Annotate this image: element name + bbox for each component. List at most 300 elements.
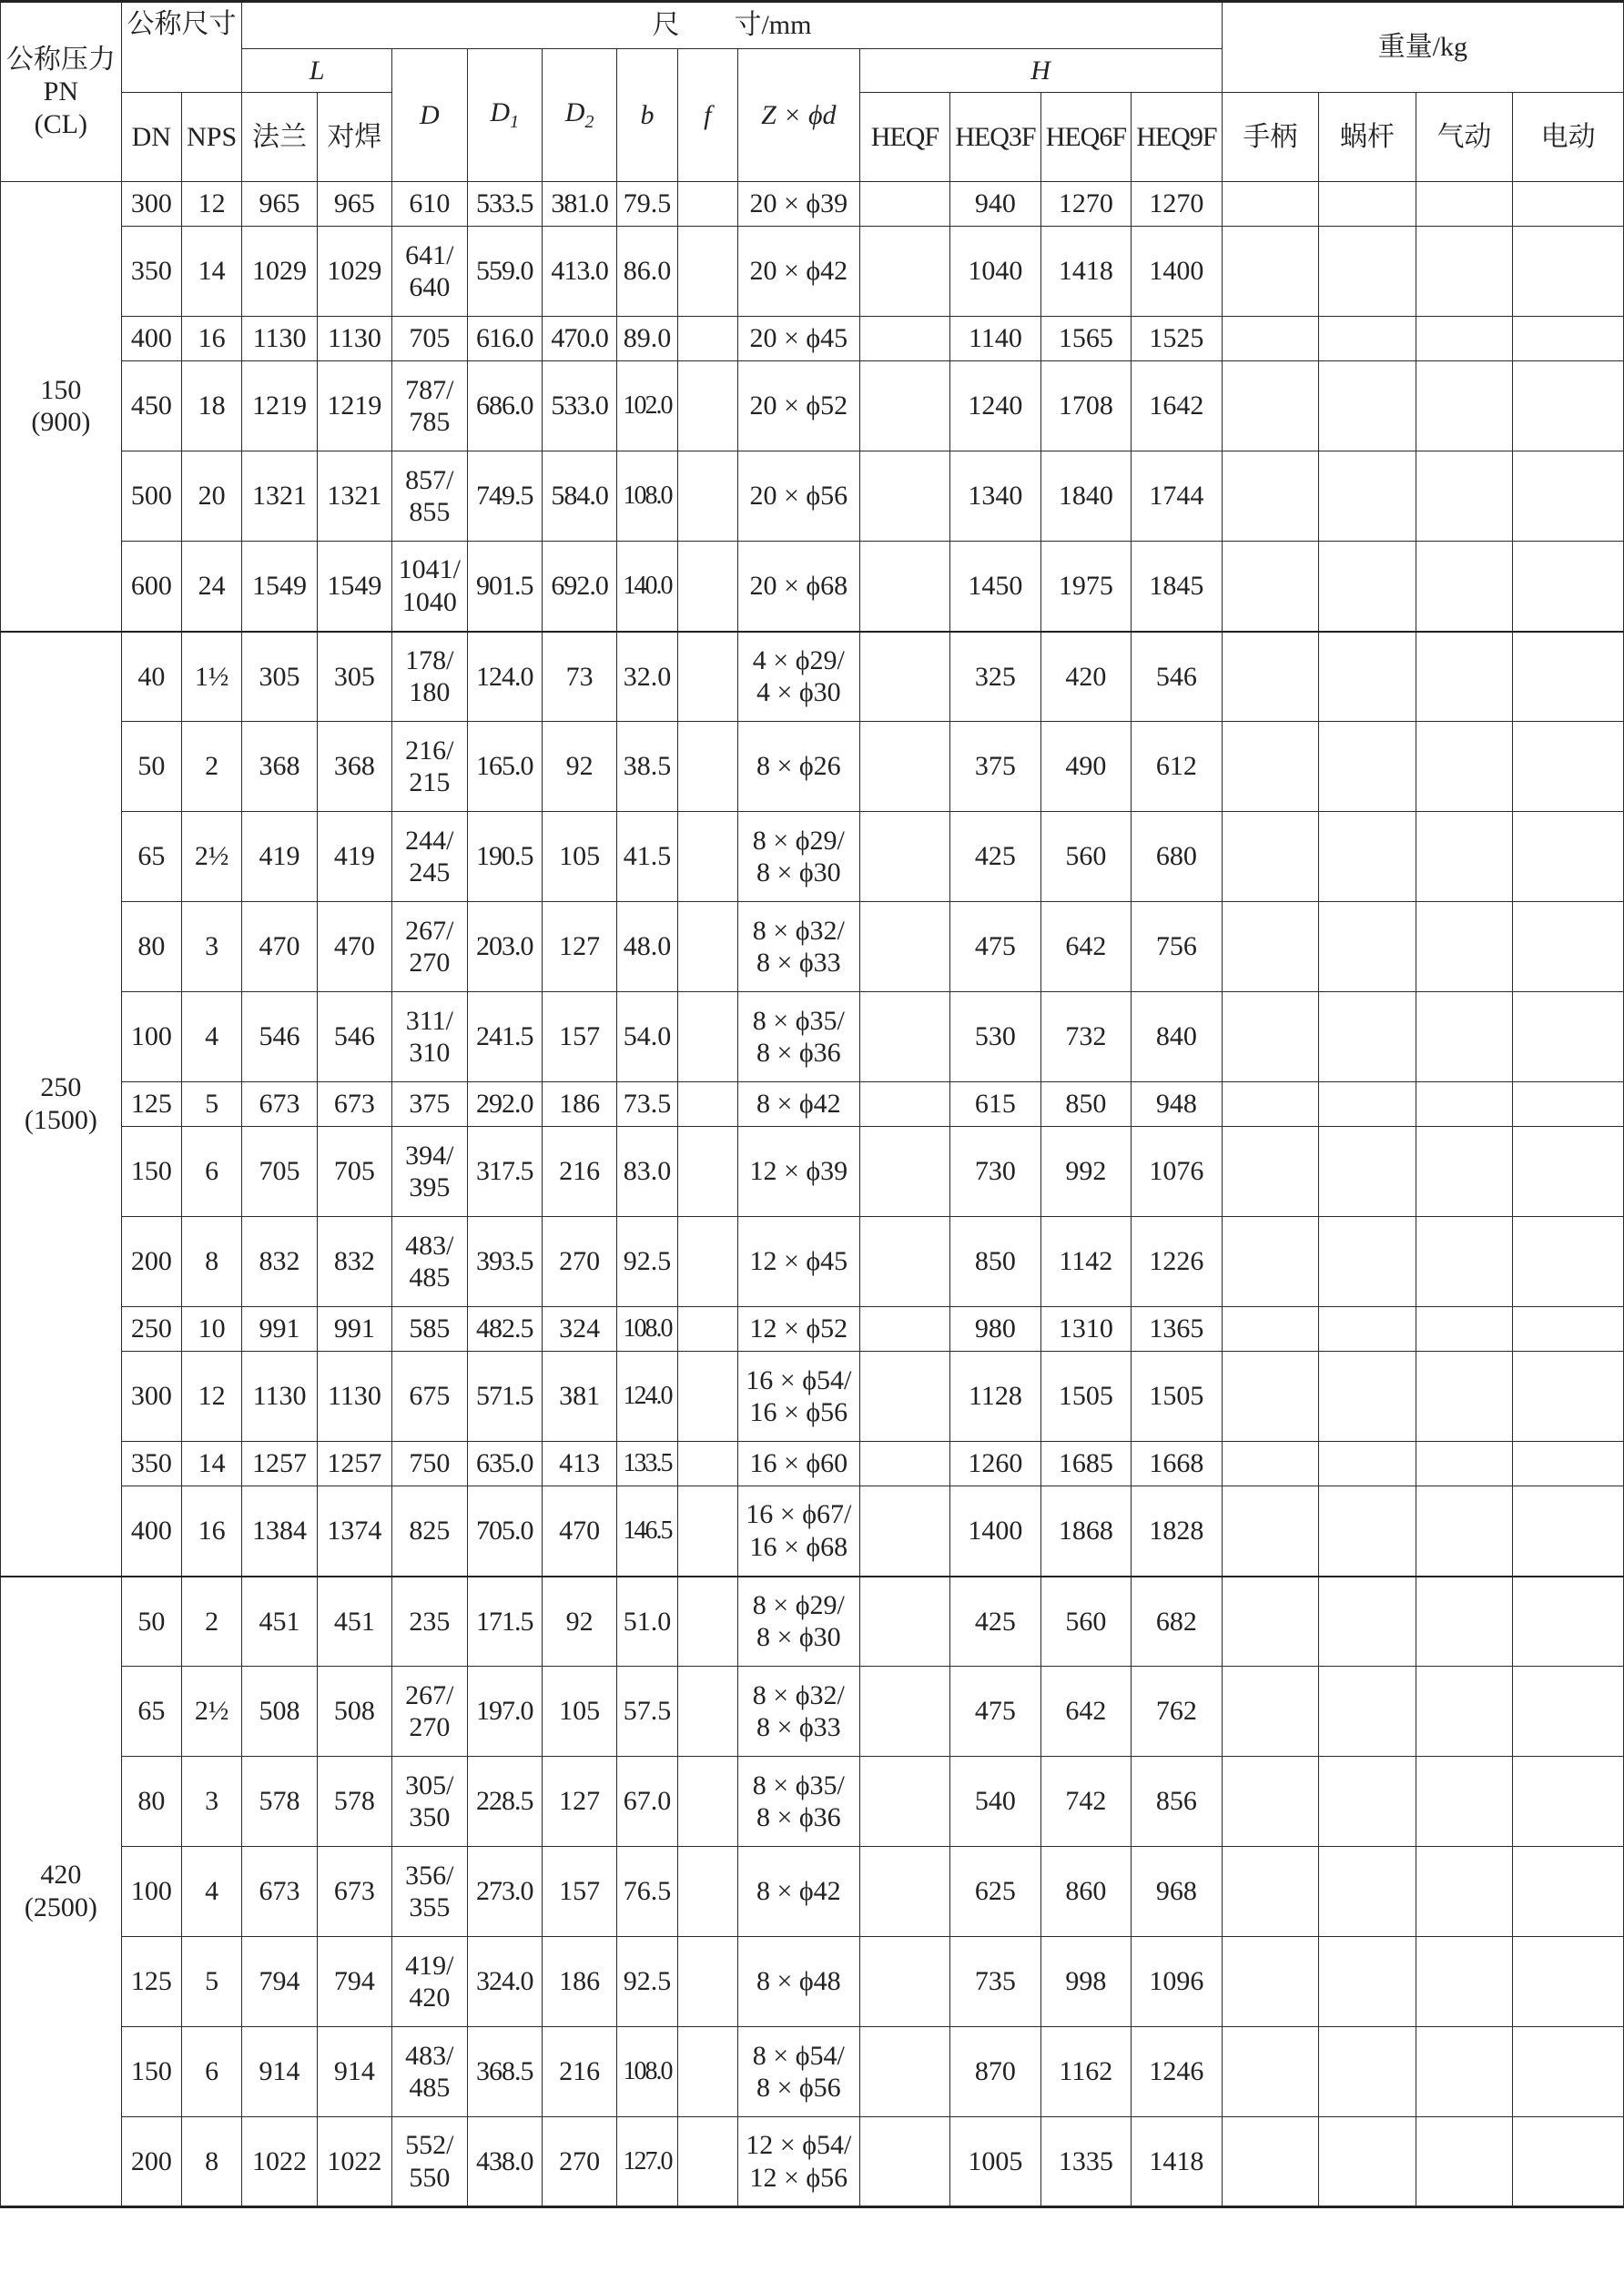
cell-heq9f: 756 [1132,902,1223,992]
cell-d2: 157 [542,1847,616,1937]
cell-d2: 92 [542,1577,616,1667]
cell-heq9f: 1828 [1132,1486,1223,1577]
cell-dn: 40 [121,632,181,722]
cell-heqf [859,1757,949,1847]
cell-d [392,992,467,1082]
cell-heq6f: 998 [1040,1937,1131,2027]
table-row [1,1442,1624,1486]
cell-b: 86.0 [617,227,677,317]
cell-weight-worm [1319,1307,1416,1352]
cell-d1: 203.0 [467,902,542,992]
cell-d [392,227,467,317]
cell-weight-worm [1319,2027,1416,2117]
cell-z-phi-d [738,992,860,1082]
cell-z-phi-d-line: 20 × ϕ45 [749,323,848,354]
cell-weight-pneumatic [1416,1127,1513,1217]
cell-dn: 50 [121,1577,181,1667]
cell-nps: 6 [181,1127,241,1217]
cell-b: 146.5 [617,1486,677,1577]
cell-nps: 2 [181,1577,241,1667]
cell-heqf [859,1486,949,1577]
cell-d-line: 178/ [405,644,454,675]
cell-z-phi-d-line: 8 × ϕ30 [756,857,841,887]
cell-z-phi-d [738,632,860,722]
cell-weight-worm [1319,1082,1416,1127]
cell-weight-electric [1513,632,1624,722]
cell-d-line: 375 [409,1089,451,1120]
cell-heq9f: 1076 [1132,1127,1223,1217]
cell-b: 41.5 [617,812,677,902]
cell-d2: 270 [542,1217,616,1307]
cell-dn: 100 [121,992,181,1082]
cell-heqf [859,722,949,812]
cell-b: 102.0 [617,361,677,451]
cell-heq9f: 682 [1132,1577,1223,1667]
header-pressure-line1: 公称压力 [5,44,116,75]
cell-f [677,2027,737,2117]
cell-b: 79.5 [617,182,677,227]
cell-d1: 324.0 [467,1937,542,2027]
cell-heqf [859,1442,949,1486]
cell-z-phi-d-line: 8 × ϕ33 [756,948,841,978]
cell-l-flange: 1130 [242,317,317,361]
cell-f [677,542,737,632]
cell-weight-electric [1513,992,1624,1082]
cell-heq9f: 1226 [1132,1217,1223,1307]
cell-l-flange: 305 [242,632,317,722]
table-row [1,1937,1624,2027]
cell-weight-worm [1319,451,1416,542]
cell-weight-electric [1513,1667,1624,1757]
table-row [1,182,1624,227]
cell-l-flange: 1029 [242,227,317,317]
cell-d [392,812,467,902]
cell-d-line: 305/ [405,1770,454,1800]
cell-weight-worm [1319,1847,1416,1937]
cell-d [392,182,467,227]
cell-d-line: 311/ [405,1005,453,1036]
cell-dn: 150 [121,1127,181,1217]
table-row [1,1577,1624,1667]
cell-heq3f: 1240 [950,361,1040,451]
table-row [1,722,1624,812]
cell-d-line: 180 [409,677,451,708]
cell-heqf [859,451,949,542]
cell-dn: 125 [121,1937,181,2027]
cell-l-weld: 673 [317,1847,391,1937]
cell-d-line: 244/ [405,825,454,856]
cell-weight-electric [1513,227,1624,317]
cell-l-weld: 419 [317,812,391,902]
cell-d1: 165.0 [467,722,542,812]
cell-heq3f: 1040 [950,227,1040,317]
cell-z-phi-d-line: 12 × ϕ54/ [746,2130,852,2161]
cell-weight-worm [1319,632,1416,722]
cell-heq3f: 1005 [950,2117,1040,2207]
cell-heq3f: 735 [950,1937,1040,2027]
cell-f [677,1082,737,1127]
cell-d2: 692.0 [542,542,616,632]
cell-z-phi-d-line: 20 × ϕ68 [749,571,848,602]
cell-l-flange: 705 [242,1127,317,1217]
cell-heqf [859,1937,949,2027]
cell-d-line: 216/ [405,735,454,766]
cell-weight-pneumatic [1416,1577,1513,1667]
cell-z-phi-d [738,722,860,812]
cell-weight-pneumatic [1416,1082,1513,1127]
cell-f [677,1442,737,1486]
cell-weight-worm [1319,1442,1416,1486]
cell-d-line: 395 [409,1172,451,1202]
cell-d1: 686.0 [467,361,542,451]
cell-heq9f: 856 [1132,1757,1223,1847]
cell-z-phi-d-line: 8 × ϕ36 [756,1802,841,1832]
cell-l-flange: 832 [242,1217,317,1307]
cell-z-phi-d-line: 20 × ϕ39 [749,188,848,219]
cell-d-line: 394/ [405,1140,454,1171]
cell-weight-electric [1513,722,1624,812]
cell-heq6f: 1685 [1040,1442,1131,1486]
cell-l-flange: 1219 [242,361,317,451]
cell-heq6f: 1335 [1040,2117,1131,2207]
cell-heq3f: 1340 [950,451,1040,542]
cell-dn: 65 [121,1667,181,1757]
cell-d-line: 855 [409,497,451,527]
cell-weight-handle [1222,1442,1319,1486]
cell-weight-handle [1222,2117,1319,2207]
cell-heq9f: 680 [1132,812,1223,902]
cell-heq6f: 1310 [1040,1307,1131,1352]
table-row [1,1352,1624,1442]
cell-heq6f: 490 [1040,722,1131,812]
cell-l-weld: 832 [317,1217,391,1307]
cell-dn: 400 [121,317,181,361]
cell-d-line: 857/ [405,464,454,495]
cell-dn: 450 [121,361,181,451]
cell-weight-pneumatic [1416,317,1513,361]
header-worm: 蜗杆 [1319,93,1416,182]
cell-b: 73.5 [617,1082,677,1127]
cell-nps: 3 [181,1757,241,1847]
cell-weight-handle [1222,227,1319,317]
cell-nps: 1½ [181,632,241,722]
cell-heqf [859,2027,949,2117]
header-weld: 对焊 [317,93,391,182]
cell-f [677,1307,737,1352]
cell-heq6f: 642 [1040,902,1131,992]
cell-weight-electric [1513,1577,1624,1667]
cell-l-flange: 794 [242,1937,317,2027]
cell-z-phi-d-line: 12 × ϕ39 [749,1156,848,1187]
cell-z-phi-d-line: 12 × ϕ52 [749,1313,848,1344]
cell-weight-handle [1222,1127,1319,1217]
cell-weight-handle [1222,1757,1319,1847]
cell-z-phi-d-line: 20 × ϕ42 [749,256,848,287]
cell-l-weld: 470 [317,902,391,992]
cell-nps: 20 [181,451,241,542]
cell-d [392,1577,467,1667]
cell-d2: 533.0 [542,361,616,451]
cell-f [677,992,737,1082]
cell-heq3f: 475 [950,1667,1040,1757]
cell-l-flange: 1321 [242,451,317,542]
cell-nps: 2 [181,722,241,812]
cell-weight-worm [1319,2117,1416,2207]
cell-d2: 413 [542,1442,616,1486]
cell-d-line: 1041/ [398,554,461,585]
cell-weight-electric [1513,361,1624,451]
cell-weight-handle [1222,902,1319,992]
cell-heq6f: 860 [1040,1847,1131,1937]
cell-b: 83.0 [617,1127,677,1217]
cell-d [392,1307,467,1352]
cell-weight-handle [1222,1307,1319,1352]
pressure-class: (2500) [24,1891,97,1922]
cell-weight-pneumatic [1416,227,1513,317]
cell-weight-electric [1513,1127,1624,1217]
cell-d2: 324 [542,1307,616,1352]
cell-d1: 393.5 [467,1217,542,1307]
cell-nps: 16 [181,1486,241,1577]
cell-d2: 470 [542,1486,616,1577]
cell-d-line: 705 [409,323,451,354]
cell-d-line: 270 [409,948,451,978]
cell-heqf [859,182,949,227]
cell-heq3f: 850 [950,1217,1040,1307]
table-row [1,1667,1624,1757]
cell-d [392,1847,467,1937]
cell-l-flange: 673 [242,1082,317,1127]
cell-dn: 80 [121,1757,181,1847]
cell-d-line: 485 [409,2073,451,2103]
cell-weight-pneumatic [1416,361,1513,451]
cell-l-weld: 1374 [317,1486,391,1577]
pressure-group-cell [1,632,122,1577]
header-dimensions: 尺 寸/mm [242,2,1222,49]
header-D2-text: D [564,97,585,128]
header-weight: 重量/kg [1222,2,1623,93]
cell-weight-pneumatic [1416,2117,1513,2207]
cell-d1: 171.5 [467,1577,542,1667]
cell-l-flange: 673 [242,1847,317,1937]
cell-d1: 368.5 [467,2027,542,2117]
cell-weight-electric [1513,1082,1624,1127]
cell-heq3f: 1450 [950,542,1040,632]
cell-l-weld: 794 [317,1937,391,2027]
cell-heqf [859,902,949,992]
cell-d1: 124.0 [467,632,542,722]
cell-l-weld: 368 [317,722,391,812]
cell-d1: 749.5 [467,451,542,542]
cell-z-phi-d [738,1307,860,1352]
cell-l-weld: 914 [317,2027,391,2117]
cell-heqf [859,1082,949,1127]
cell-heq6f: 850 [1040,1082,1131,1127]
table-row [1,1757,1624,1847]
cell-weight-worm [1319,902,1416,992]
cell-d-line: 215 [409,767,451,797]
cell-weight-electric [1513,451,1624,542]
cell-weight-handle [1222,1937,1319,2027]
cell-heq3f: 1400 [950,1486,1040,1577]
header-D1-text: D [490,97,511,128]
cell-d [392,1217,467,1307]
cell-nps: 8 [181,2117,241,2207]
pressure-class: (1500) [24,1104,97,1135]
cell-heq6f: 1162 [1040,2027,1131,2117]
cell-weight-worm [1319,182,1416,227]
cell-f [677,317,737,361]
cell-heq9f: 968 [1132,1847,1223,1937]
cell-heq9f: 1668 [1132,1442,1223,1486]
cell-nps: 12 [181,1352,241,1442]
cell-heq9f: 1246 [1132,2027,1223,2117]
cell-f [677,1667,737,1757]
cell-z-phi-d [738,1127,860,1217]
table-row [1,2117,1624,2207]
cell-d [392,1937,467,2027]
cell-z-phi-d-line: 16 × ϕ60 [749,1448,848,1479]
cell-heq6f: 742 [1040,1757,1131,1847]
cell-b: 76.5 [617,1847,677,1937]
cell-heq6f: 732 [1040,992,1131,1082]
cell-nps: 6 [181,2027,241,2117]
cell-weight-worm [1319,812,1416,902]
cell-weight-electric [1513,2027,1624,2117]
cell-heq6f: 1505 [1040,1352,1131,1442]
cell-d-line: 356/ [405,1860,454,1891]
cell-d2: 105 [542,1667,616,1757]
cell-weight-handle [1222,1352,1319,1442]
cell-z-phi-d-line: 16 × ϕ68 [749,1531,848,1562]
cell-z-phi-d-line: 8 × ϕ33 [756,1712,841,1742]
table-row [1,902,1624,992]
cell-l-flange: 914 [242,2027,317,2117]
cell-heq6f: 560 [1040,812,1131,902]
table-row [1,2027,1624,2117]
cell-z-phi-d-line: 20 × ϕ52 [749,390,848,421]
cell-nps: 5 [181,1937,241,2027]
cell-heq9f: 1365 [1132,1307,1223,1352]
cell-heq6f: 1270 [1040,182,1131,227]
cell-b: 92.5 [617,1937,677,2027]
cell-d1: 482.5 [467,1307,542,1352]
cell-weight-handle [1222,1667,1319,1757]
cell-z-phi-d-line: 8 × ϕ29/ [752,825,845,856]
cell-f [677,361,737,451]
cell-z-phi-d-line: 8 × ϕ32/ [752,1679,845,1710]
cell-d1: 438.0 [467,2117,542,2207]
cell-b: 48.0 [617,902,677,992]
cell-b: 124.0 [617,1352,677,1442]
header-D2: $D_2$ [542,49,616,182]
cell-z-phi-d-line: 8 × ϕ32/ [752,915,845,946]
cell-b: 108.0 [617,2027,677,2117]
cell-l-flange: 991 [242,1307,317,1352]
cell-weight-worm [1319,1937,1416,2027]
cell-b: 140.0 [617,542,677,632]
cell-nps: 10 [181,1307,241,1352]
cell-heqf [859,227,949,317]
cell-z-phi-d [738,2117,860,2207]
cell-d2: 73 [542,632,616,722]
cell-z-phi-d-line: 8 × ϕ30 [756,1622,841,1653]
cell-weight-handle [1222,992,1319,1082]
cell-heq9f: 1270 [1132,182,1223,227]
header-HEQ9F: HEQ9F [1132,93,1223,182]
cell-weight-electric [1513,542,1624,632]
cell-z-phi-d-line: 8 × ϕ29/ [752,1589,845,1620]
pressure-group-cell [1,182,122,632]
cell-f [677,1937,737,2027]
cell-heqf [859,1577,949,1667]
cell-heqf [859,542,949,632]
cell-d [392,1667,467,1757]
cell-l-flange: 419 [242,812,317,902]
cell-z-phi-d-line: 12 × ϕ56 [749,2162,848,2193]
cell-heq6f: 420 [1040,632,1131,722]
cell-weight-pneumatic [1416,1352,1513,1442]
cell-l-weld: 705 [317,1127,391,1217]
cell-heq6f: 642 [1040,1667,1131,1757]
cell-d [392,542,467,632]
cell-d1: 705.0 [467,1486,542,1577]
cell-z-phi-d-line: 8 × ϕ35/ [752,1770,845,1800]
cell-b: 89.0 [617,317,677,361]
cell-d-line: 267/ [405,915,454,946]
cell-heq9f: 1642 [1132,361,1223,451]
cell-z-phi-d-line: 16 × ϕ67/ [746,1499,852,1530]
cell-weight-electric [1513,1486,1624,1577]
cell-heq6f: 1840 [1040,451,1131,542]
header-D-text: D [419,99,440,130]
cell-weight-pneumatic [1416,902,1513,992]
cell-weight-pneumatic [1416,1486,1513,1577]
cell-weight-handle [1222,361,1319,451]
cell-z-phi-d [738,1577,860,1667]
cell-heq9f: 1744 [1132,451,1223,542]
cell-heq6f: 560 [1040,1577,1131,1667]
cell-weight-electric [1513,1937,1624,2027]
header-HEQ3F: HEQ3F [950,93,1040,182]
cell-heq6f: 1142 [1040,1217,1131,1307]
cell-z-phi-d-line: 16 × ϕ54/ [746,1364,852,1395]
cell-d1: 197.0 [467,1667,542,1757]
cell-weight-worm [1319,1757,1416,1847]
cell-weight-handle [1222,317,1319,361]
header-b: b [617,49,677,182]
cell-z-phi-d [738,1442,860,1486]
cell-d [392,902,467,992]
cell-weight-handle [1222,182,1319,227]
cell-l-flange: 578 [242,1757,317,1847]
cell-heq9f: 612 [1132,722,1223,812]
header-f: f [677,49,737,182]
cell-heqf [859,1352,949,1442]
cell-heqf [859,812,949,902]
cell-l-weld: 1549 [317,542,391,632]
cell-weight-handle [1222,812,1319,902]
cell-dn: 200 [121,2117,181,2207]
header-D [392,49,467,182]
cell-z-phi-d [738,451,860,542]
cell-nps: 24 [181,542,241,632]
cell-weight-electric [1513,1442,1624,1486]
cell-d-line: 610 [409,188,451,219]
cell-weight-worm [1319,1667,1416,1757]
cell-f [677,722,737,812]
cell-weight-handle [1222,632,1319,722]
